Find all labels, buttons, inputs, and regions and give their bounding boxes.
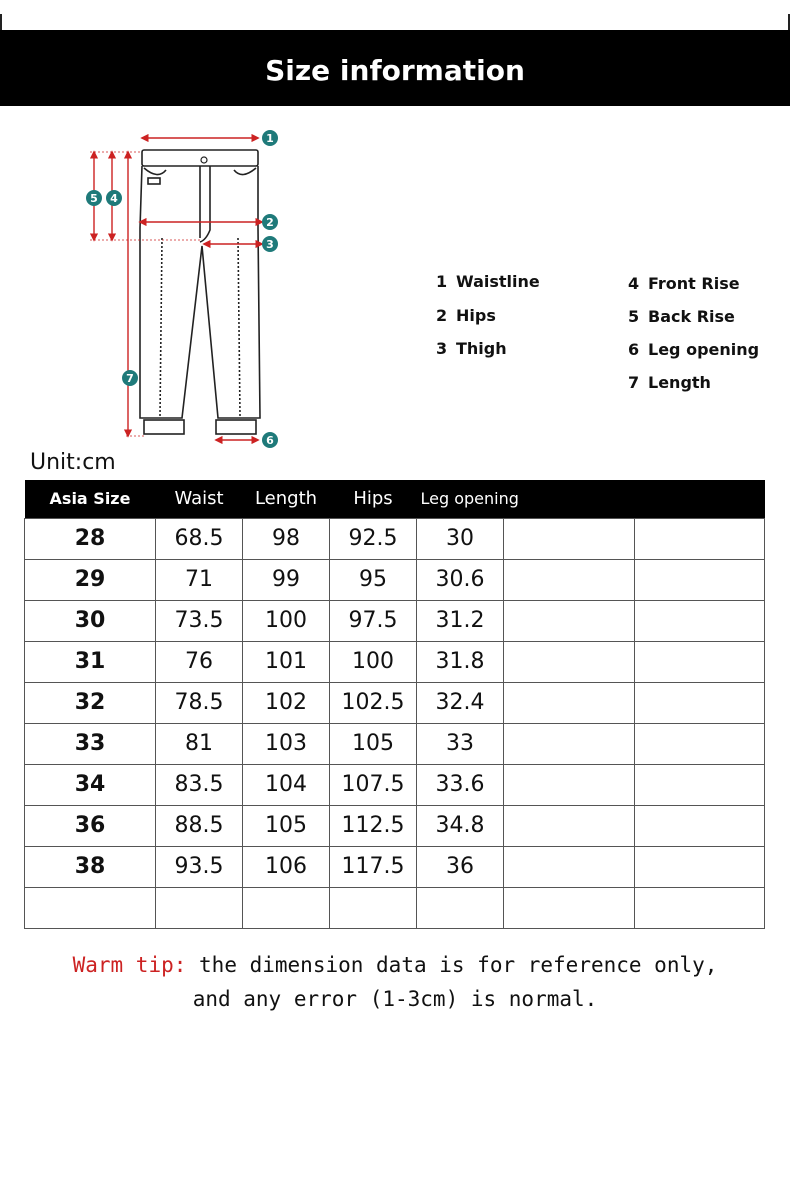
value-cell: 32.4 — [417, 682, 504, 723]
value-cell — [504, 600, 635, 641]
value-cell: 30.6 — [417, 559, 504, 600]
value-cell: 117.5 — [330, 846, 417, 887]
value-cell: 105 — [330, 723, 417, 764]
value-cell: 103 — [243, 723, 330, 764]
value-cell: 99 — [243, 559, 330, 600]
size-cell: 33 — [25, 723, 156, 764]
value-cell: 92.5 — [330, 518, 417, 559]
legend-number: 6 — [628, 340, 640, 359]
value-cell — [635, 805, 765, 846]
legend-item-leg-opening — [628, 340, 759, 359]
value-cell — [635, 846, 765, 887]
legend-number: 5 — [628, 307, 640, 326]
legend-label: Length — [648, 373, 711, 392]
legend-number: 7 — [628, 373, 640, 392]
value-cell: 107.5 — [330, 764, 417, 805]
value-cell — [635, 518, 765, 559]
value-cell — [156, 887, 243, 928]
value-cell: 88.5 — [156, 805, 243, 846]
tip-label: Warm tip: — [72, 953, 187, 977]
top-edge — [0, 0, 790, 30]
marker-4-label: 4 — [110, 192, 118, 205]
value-cell: 95 — [330, 559, 417, 600]
table-row — [25, 846, 765, 887]
size-cell: 31 — [25, 641, 156, 682]
value-cell: 100 — [243, 600, 330, 641]
value-cell: 30 — [417, 518, 504, 559]
pants-diagram — [70, 118, 300, 458]
marker-1-label: 1 — [266, 132, 274, 145]
edge-tick-left — [0, 14, 2, 30]
table-row — [25, 518, 765, 559]
value-cell: 106 — [243, 846, 330, 887]
size-cell: 38 — [25, 846, 156, 887]
legend-item-waistline — [436, 272, 540, 291]
value-cell: 76 — [156, 641, 243, 682]
legend-label: Leg opening — [648, 340, 760, 359]
legend-label: Front Rise — [648, 274, 740, 293]
legend-item-length — [628, 373, 711, 392]
legend-number: 3 — [436, 339, 448, 358]
legend-number: 1 — [436, 272, 448, 291]
value-cell: 97.5 — [330, 600, 417, 641]
value-cell: 93.5 — [156, 846, 243, 887]
table-row — [25, 682, 765, 723]
legend-item-hips — [436, 306, 496, 325]
value-cell — [504, 641, 635, 682]
value-cell: 98 — [243, 518, 330, 559]
column-header — [635, 480, 765, 518]
size-cell: 32 — [25, 682, 156, 723]
table-header-row — [25, 480, 765, 518]
value-cell: 100 — [330, 641, 417, 682]
value-cell: 102 — [243, 682, 330, 723]
value-cell: 31.8 — [417, 641, 504, 682]
table-row — [25, 764, 765, 805]
value-cell: 101 — [243, 641, 330, 682]
size-cell: 34 — [25, 764, 156, 805]
value-cell: 81 — [156, 723, 243, 764]
value-cell: 68.5 — [156, 518, 243, 559]
column-header: Leg opening — [417, 480, 635, 518]
column-header: Asia Size — [25, 480, 156, 518]
tip-text-1: the dimension data is for reference only, — [186, 953, 718, 977]
value-cell — [635, 559, 765, 600]
header-banner — [0, 30, 790, 106]
legend-item-thigh — [436, 339, 507, 358]
page-title: Size information — [265, 54, 525, 87]
value-cell — [635, 641, 765, 682]
table-row — [25, 887, 765, 928]
value-cell — [635, 600, 765, 641]
value-cell — [417, 887, 504, 928]
table-row — [25, 723, 765, 764]
size-cell: 29 — [25, 559, 156, 600]
legend-number: 4 — [628, 274, 640, 293]
value-cell — [635, 887, 765, 928]
size-cell: 30 — [25, 600, 156, 641]
table-row — [25, 805, 765, 846]
size-cell: 36 — [25, 805, 156, 846]
value-cell — [504, 846, 635, 887]
value-cell — [504, 805, 635, 846]
marker-2-label: 2 — [266, 216, 274, 229]
value-cell: 36 — [417, 846, 504, 887]
value-cell — [504, 518, 635, 559]
table-row — [25, 559, 765, 600]
column-header: Length — [243, 480, 330, 518]
table-row — [25, 641, 765, 682]
tip-line-2: and any error (1-3cm) is normal. — [192, 987, 598, 1011]
value-cell — [504, 559, 635, 600]
value-cell: 102.5 — [330, 682, 417, 723]
value-cell — [504, 682, 635, 723]
value-cell: 33.6 — [417, 764, 504, 805]
table-row — [25, 600, 765, 641]
value-cell: 78.5 — [156, 682, 243, 723]
value-cell: 34.8 — [417, 805, 504, 846]
legend-label: Back Rise — [648, 307, 735, 326]
legend-item-back-rise — [628, 307, 735, 326]
table-body — [25, 518, 765, 928]
legend-number: 2 — [436, 306, 448, 325]
value-cell: 104 — [243, 764, 330, 805]
value-cell — [635, 723, 765, 764]
value-cell — [330, 887, 417, 928]
pants-outline — [140, 150, 260, 434]
size-cell — [25, 887, 156, 928]
measurement-markers — [86, 130, 278, 448]
measurement-arrows — [94, 138, 262, 440]
value-cell: 31.2 — [417, 600, 504, 641]
value-cell — [243, 887, 330, 928]
value-cell: 83.5 — [156, 764, 243, 805]
value-cell — [504, 723, 635, 764]
column-header: Hips — [330, 480, 417, 518]
tip-line-1 — [0, 948, 790, 982]
value-cell — [504, 764, 635, 805]
unit-label: Unit:cm — [30, 450, 116, 475]
value-cell — [635, 682, 765, 723]
legend-item-front-rise — [628, 274, 740, 293]
marker-3-label: 3 — [266, 238, 274, 251]
value-cell: 105 — [243, 805, 330, 846]
value-cell — [504, 887, 635, 928]
legend-label: Waistline — [456, 272, 540, 291]
column-header: Waist — [156, 480, 243, 518]
value-cell: 112.5 — [330, 805, 417, 846]
warm-tip — [0, 948, 790, 1016]
marker-7-label: 7 — [126, 372, 134, 385]
size-table — [24, 480, 765, 929]
marker-6-label: 6 — [266, 434, 274, 447]
legend-label: Hips — [456, 306, 496, 325]
value-cell: 33 — [417, 723, 504, 764]
value-cell: 73.5 — [156, 600, 243, 641]
value-cell — [635, 764, 765, 805]
legend-label: Thigh — [456, 339, 507, 358]
value-cell: 71 — [156, 559, 243, 600]
size-cell: 28 — [25, 518, 156, 559]
marker-5-label: 5 — [90, 192, 98, 205]
